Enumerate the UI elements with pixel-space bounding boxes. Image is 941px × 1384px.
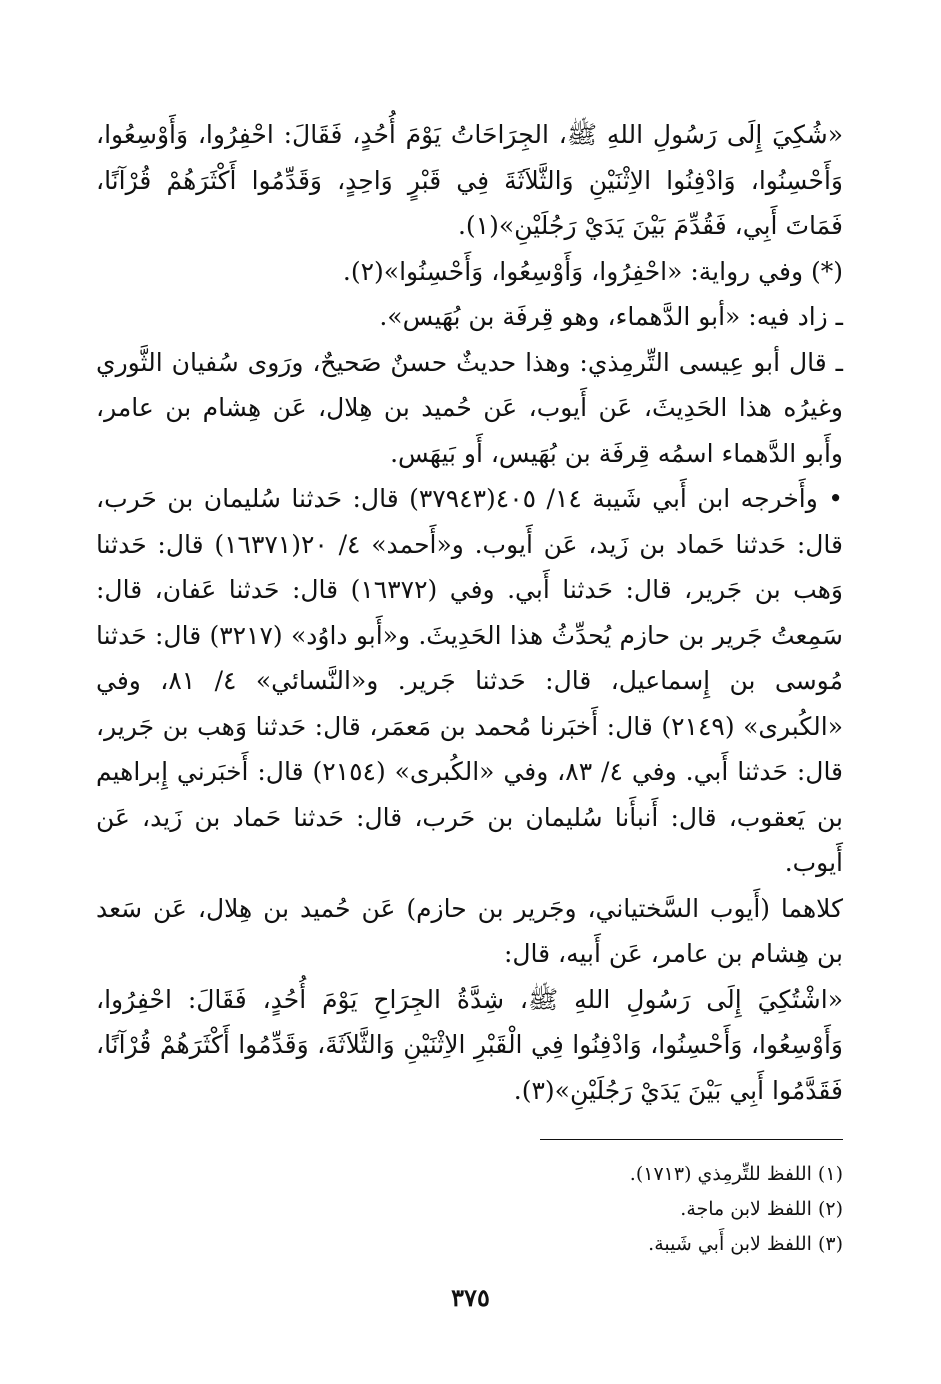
footnote-divider [540,1139,843,1140]
narration-variant: (*) وفي رواية: «احْفِرُوا، وَأَوْسِعُوا، وَأَحْسِنُوا»(٢). [342,256,843,286]
tirmidhi-comment: ـ قال أبو عِيسى التِّرمِذي: وهذا حديثٌ حسنٌ صَحيحٌ، ورَوى سُفيان الثَّوري وغيرُه هذا الحَدِيثَ، عَن أَيوب، عَن حُميد بن هِلال، عَن هِشام بن عامر، وأَبو الدَّهماء اسمُه قِرفَة بن بُهَيس، أَو بَيهَس. [96,347,843,468]
addition-note: ـ زاد فيه: «أبو الدَّهماء، وهو قِرفَة بن بُهَيس». [379,302,843,331]
main-text [96,112,843,1113]
page-number: ٣٧٥ [451,1283,490,1312]
footnote-3: (٣) اللفظ لابن أَبي شَيبة. [648,1233,843,1255]
footnote-2: (٢) اللفظ لابن ماجة. [680,1198,843,1220]
footnote-1: (١) اللفظ للتِّرمِذي (١٧١٣). [629,1163,843,1185]
hadith-text-1: «شُكِيَ إِلَى رَسُولِ اللهِ ﷺ، الجِرَاحَاتُ يَوْمَ أُحُدٍ، فَقَالَ: احْفِرُوا، وَأَوْسِعُوا، وَأَحْسِنُوا، وَادْفِنُوا الاِثْنَيْنِ وَالثَّلاَثَةَ فِي قَبْرٍ وَاحِدٍ، وَقَدِّمُوا أَكْثَرَهُمْ قُرْآنًا، فَمَاتَ أَبِي، فَقُدِّمَ بَيْنَ يَدَيْ رَجُلَيْنِ»(١). [96,120,843,240]
takhrij-paragraph: • وأَخرجه ابن أَبي شَيبة ١٤/ ٤٠٥(٣٧٩٤٣) قال: حَدثنا سُليمان بن حَرب، قال: حَدثنا حَماد بن زَيد، عَن أَيوب. و«أَحمد» ٤/ ٢٠(١٦٣٧١) قال: حَدثنا وَهب بن جَرير، قال: حَدثنا أَبي. وفي (١٦٣٧٢) قال: حَدثنا عَفان، قال: سَمِعتُ جَرير بن حازم يُحدِّثُ هذا الحَدِيثَ. و«أَبو داوُد» (٣٢١٧) قال: حَدثنا مُوسى بن إِسماعيل، قال: حَدثنا جَرير. و«النَّسائي» ٤/ ٨١، وفي «الكُبرى» (٢١٤٩) قال: أَخبَرنا مُحمد بن مَعمَر، قال: حَدثنا وَهب بن جَرير، قال: حَدثنا أَبي. وفي ٤/ ٨٣، وفي «الكُبرى» (٢١٥٤) قال: أَخبَرني إِبراهيم بن يَعقوب، قال: أَنبأَنا سُليمان بن حَرب، قال: حَدثنا حَماد بن زَيد، عَن أَيوب. [96,484,844,877]
footnotes [96,1157,843,1262]
hadith-text-2: «اشْتُكِيَ إِلَى رَسُولِ اللهِ ﷺ، شِدَّةُ الجِرَاحِ يَوْمَ أُحُدٍ، فَقَالَ: احْفِرُوا، وَأَوْسِعُوا، وَأَحْسِنُوا، وَادْفِنُوا فِي الْقَبْرِ الاِثْنَيْنِ وَالثَّلاَثَةَ، وَقَدِّمُوا أَكْثَرَهُمْ قُرْآنًا، فَقَدَّمُوا أَبِي بَيْنَ يَدَيْ رَجُلَيْنِ»(٣). [96,984,844,1105]
isnad-paragraph: كلاهما (أَيوب السَّختياني، وجَرير بن حازم) عَن حُميد بن هِلال، عَن سَعد بن هِشام بن عامر، عَن أَبيه، قال: [96,893,843,968]
